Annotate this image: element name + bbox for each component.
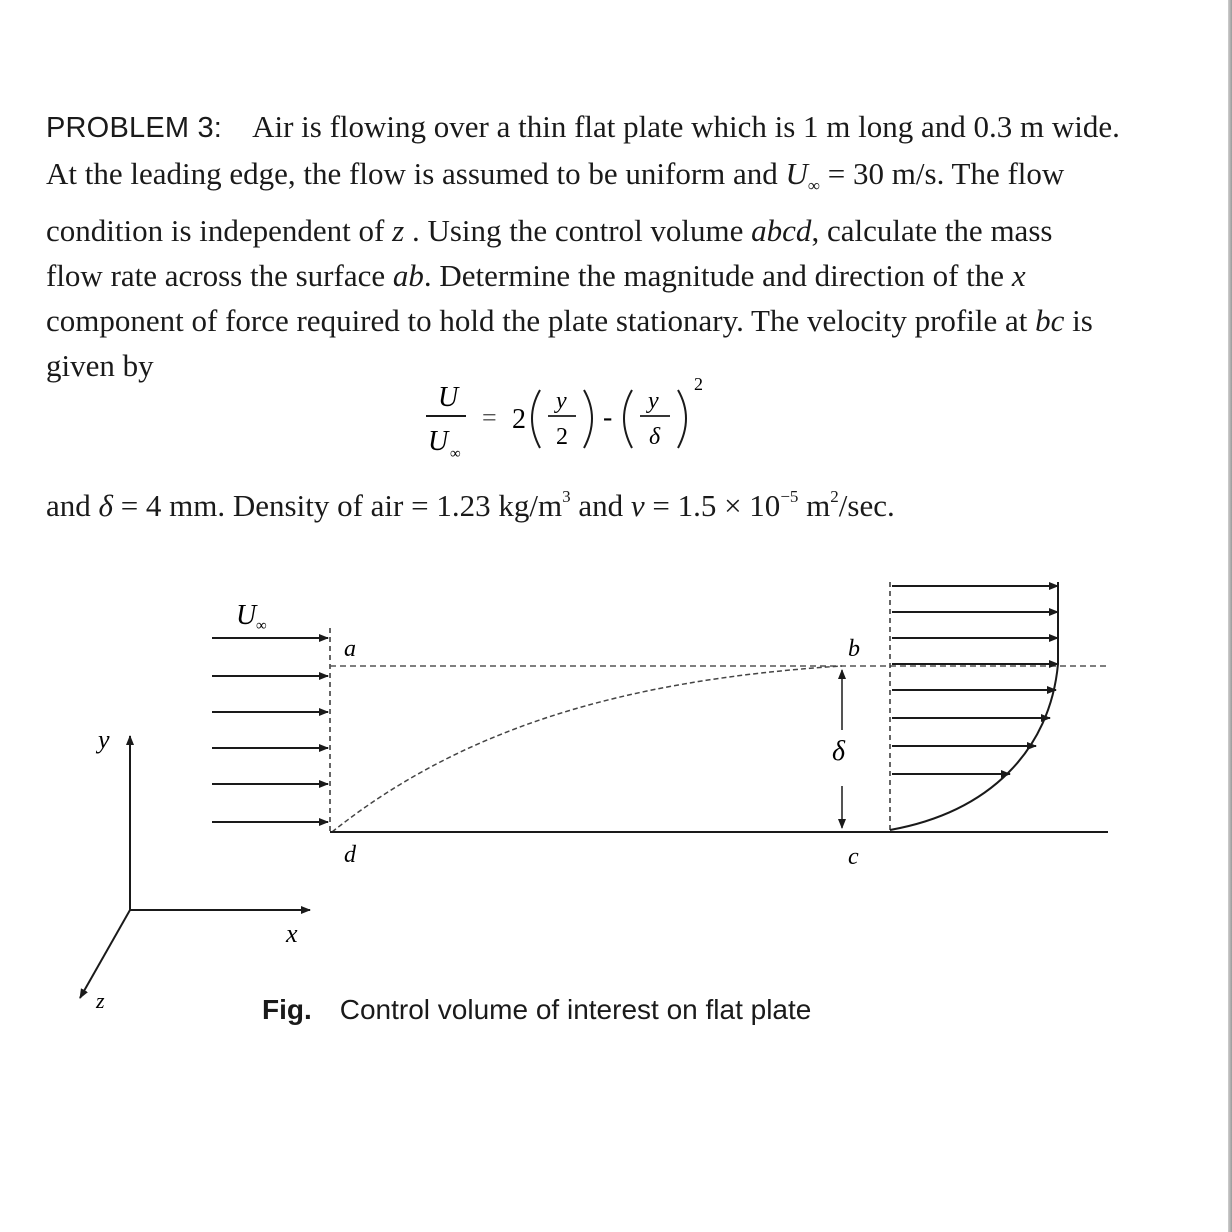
eq-minus: - [603,402,613,433]
label-a: a [344,636,356,662]
delta-symbol: δ [98,488,113,523]
problem-line-5: component of force required to hold the plate stationary. The velocity profile at bc is [46,303,1093,338]
problem-line-1: PROBLEM 3: Air is flowing over a thin flat plate which is 1 m long and 0.3 m wide. [46,109,1120,144]
velocity-profile-curve [890,582,1058,830]
eq-term2-denominator: δ [649,424,661,450]
boundary-layer-edge [332,666,842,832]
eq-paren-2-left [624,390,632,448]
u-inf-label: U [236,600,257,631]
problem-heading: PROBLEM 3: [46,112,223,144]
eq-equals: = [482,403,497,432]
eq-term2-numerator: y [648,388,659,414]
nu-symbol: ν [630,488,645,523]
problem-statement [46,104,1214,388]
eq-term1-denominator: 2 [556,424,568,450]
outflow-profile-arrows [892,586,1058,774]
figure-caption [262,994,811,1026]
problem-line-2: At the leading edge, the flow is assumed to be uniform and $U_\infty = 30$ m/s. The flow [46,156,1065,195]
eq-lhs-denominator: U [428,426,449,457]
eq-coefficient: 2 [512,404,526,435]
problem-line-3: condition is independent of z . Using the control volume abcd, calculate the mass [46,213,1053,248]
label-d: d [344,842,356,868]
inflow-arrows [212,638,328,822]
eq-paren-1-left [532,390,540,448]
u-inf-sub: ∞ [256,618,267,634]
given-values-line: and δ = 4 mm. Density of air = 1.23 $kg/m^3$ and $\nu = 1.5 \times 10^{-5}$ $m^2/\sec$. [46,487,895,523]
x-axis-label: x [286,919,298,948]
z-axis-label: z [96,988,105,1013]
eq-lhs-numerator: U [438,382,459,413]
label-c: c [848,844,859,870]
eq-paren-1-right [584,390,592,448]
problem-line-6: given by [46,348,154,383]
velocity-profile-equation [420,368,740,468]
eq-paren-2-right [678,390,686,448]
problem-line-4: flow rate across the surface ab. Determine the magnitude and direction of the x [46,258,1026,293]
eq-exponent: 2 [694,374,703,394]
eq-lhs-denominator-sub: ∞ [450,446,461,462]
figure-label: Fig. [262,994,312,1025]
z-axis [80,910,130,998]
label-b: b [848,636,860,662]
eq-term1-numerator: y [556,388,567,414]
y-axis-label: y [98,725,110,754]
delta-label: δ [832,736,846,767]
figure-caption-text: Control volume of interest on flat plate [339,994,812,1025]
